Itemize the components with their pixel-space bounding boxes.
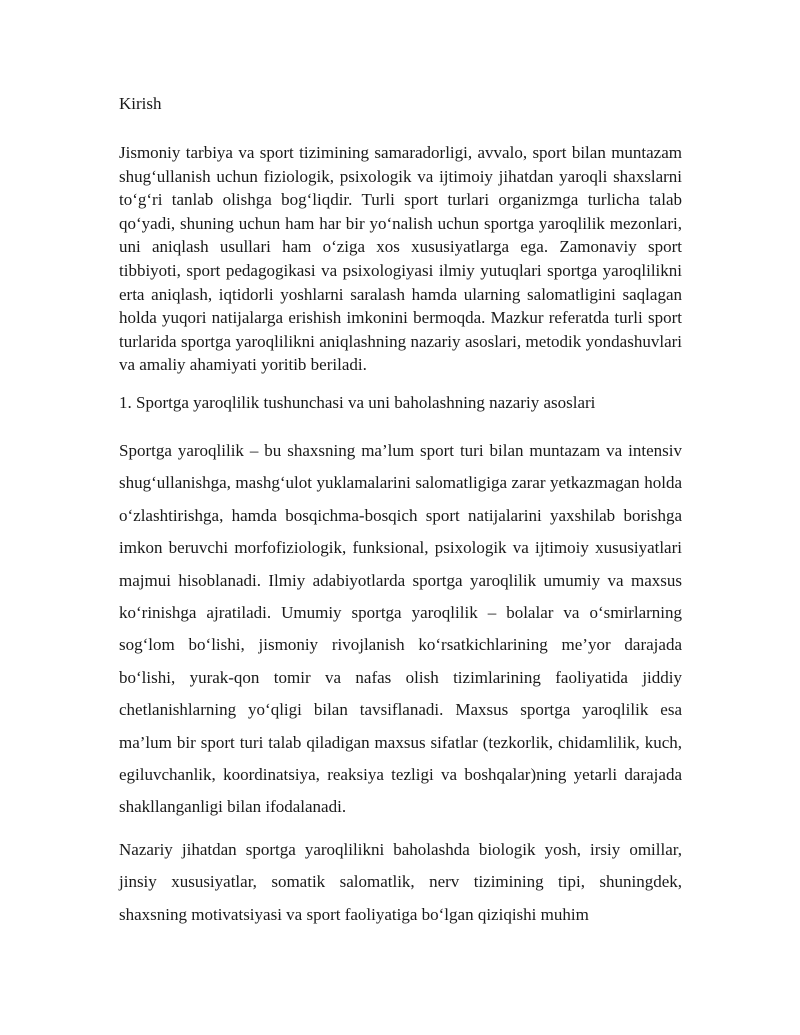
section-1-title: 1. Sportga yaroqlilik tushunchasi va uni baholashning nazariy asoslari: [119, 392, 596, 412]
intro-paragraph: Jismoniy tarbiya va sport tizimining samaradorligi, avvalo, sport bilan muntazam shug‘ullanish uchun fiziologik, psixologik va ijtimoiy jihatdan yaroqli shaxslarni to‘g‘ri tanlab olishga bog‘liqdir. Turli sport turlari organizmga turlicha talab qo‘yadi, shuning uchun ham har bir yo‘nalish uchun sportga yaroqlilik mezonlari, uni aniqlash usullari ham o‘ziga xos xususiyatlarga ega. Zamonaviy sport tibbiyoti, sport pedagogikasi va psixologiyasi ilmiy yutuqlari sportga yaroqlilikni erta aniqlash, iqtidorli yoshlarni saralash hamda ularning salomatligini saqlagan holda yuqori natijalarga erishish imkonini bermoqda. Mazkur referatda turli sport turlarida sportga yaroqlilikni aniqlashning nazariy asoslari, metodik yondashuvlari va amaliy ahamiyati yoritib beriladi.: [119, 143, 682, 375]
section-1-paragraph-1: Sportga yaroqlilik – bu shaxsning ma’lum sport turi bilan muntazam va intensiv shug‘ullanishga, mashg‘ulot yuklamalarini salomatligiga zarar yetkazmagan holda o‘zlashtirishga, hamda bosqichma-bosqich sport natijalarini yaxshilab borishga imkon beruvchi morfofiziologik, funksional, psixologik va ijtimoiy xususiyatlari majmui hisoblanadi. Ilmiy adabiyotlarda sportga yaroqlilik umumiy va maxsus ko‘rinishga ajratiladi. Umumiy sportga yaroqlilik – bolalar va o‘smirlarning sog‘lom bo‘lishi, jismoniy rivojlanish ko‘rsatkichlarining me’yor darajada bo‘lishi, yurak-qon tomir va nafas olish tizimlarining faoliyatida jiddiy chetlanishlarning yo‘qligi bilan tavsiflanadi. Maxsus sportga yaroqlilik esa ma’lum bir sport turi talab qiladigan maxsus sifatlar (tezkorlik, chidamlilik, kuch, egiluvchanlik, koordinatsiya, reaksiya tezligi va boshqalar)ning yetarli darajada shakllanganligi bilan ifodalanadi.: [119, 440, 682, 817]
section-1-paragraph-2: Nazariy jihatdan sportga yaroqlilikni baholashda biologik yosh, irsiy omillar, jinsiy xususiyatlar, somatik salomatlik, nerv tizimining tipi, shuningdek, shaxsning motivatsiyasi va sport faoliyatiga bo‘lgan qiziqishi muhim: [119, 839, 682, 924]
intro-heading: Kirish: [119, 94, 162, 113]
document-body: [119, 92, 682, 931]
